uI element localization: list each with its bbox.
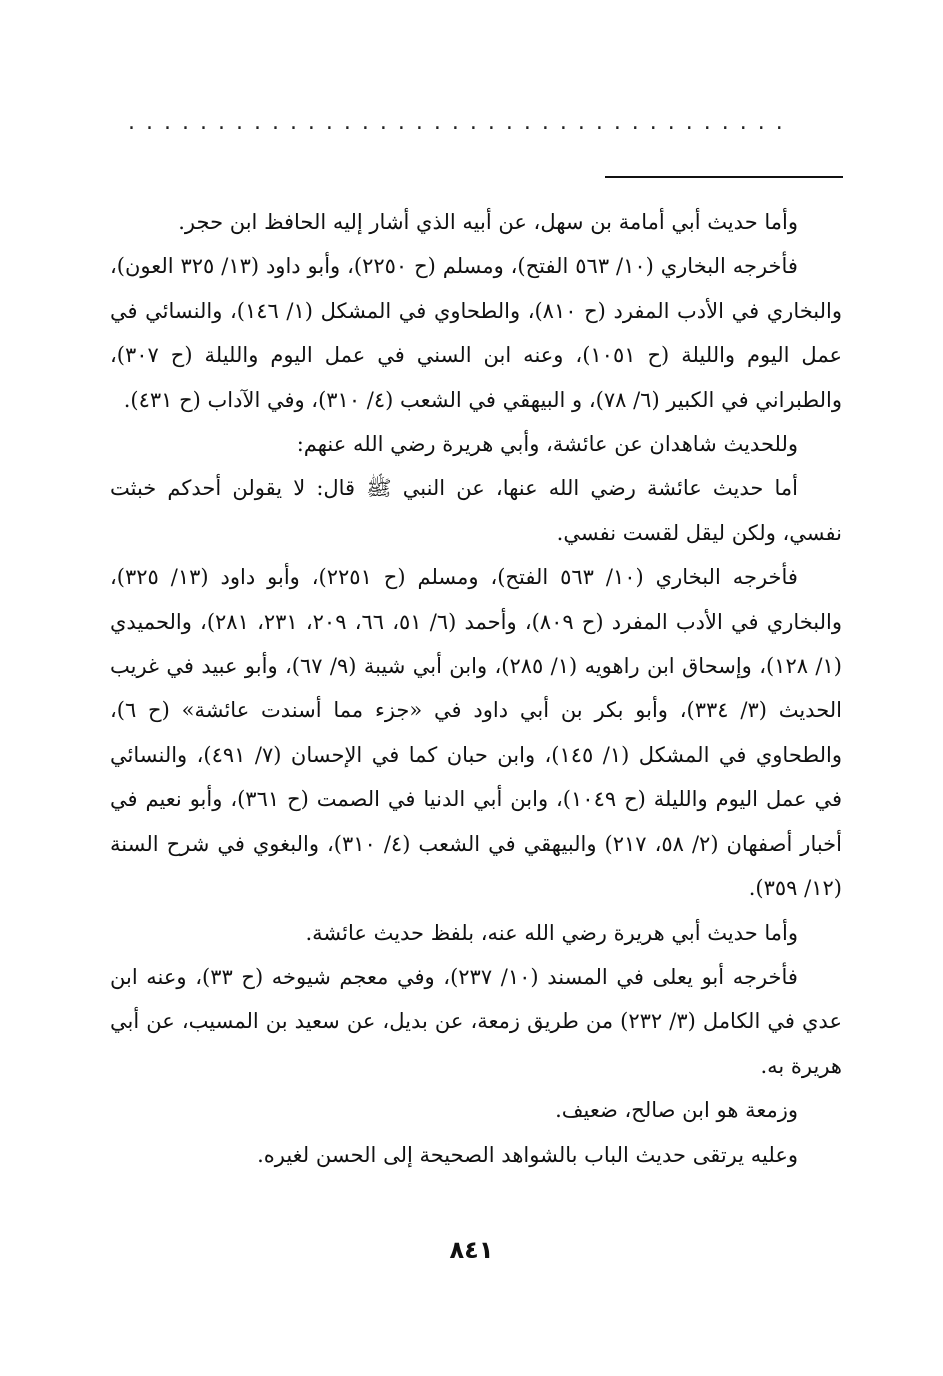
paragraph-3: وللحديث شاهدان عن عائشة، وأبي هريرة رضي الله عنهم:	[296, 432, 798, 457]
paragraph-5: فأخرجه البخاري (١٠/ ٥٦٣ الفتح)، ومسلم (ح ٢٢٥١)، وأبو داود (١٣/ ٣٢٥)، والبخاري في الأدب المفرد (ح ٨٠٩)، وأحمد (٦/ ٥١، ٦٦، ٢٠٩، ٢٣١، ٢٨١)، والحميدي (١/ ١٢٨)، وإسحاق ابن راهويه (١/ ٢٨٥)، وابن أبي شيبة (٩/ ٦٧)، وأبو عبيد في غريب الحديث (٣/ ٣٣٤)، وأبو بكر بن أبي داود في «جزء مما أسندت عائشة» (ح ٦)، والطحاوي في المشكل (١/ ١٤٥)، وابن حبان كما في الإحسان (٧/ ٤٩١)، والنسائي في عمل اليوم والليلة (ح ١٠٤٩)، وابن أبي الدنيا في الصمت (ح ٣٦١)، وأبو نعيم في أخبار أصفهان (٢/ ٥٨، ٢١٧) والبيهقي في الشعب (٤/ ٣١٠)، والبغوي في شرح السنة (١٢/ ٣٥٩).	[110, 565, 843, 901]
header-dotted-line: .....................................	[128, 112, 794, 134]
paragraph-6: وأما حديث أبي هريرة رضي الله عنه، بلفظ حديث عائشة.	[305, 920, 798, 945]
footnote-separator-rule	[605, 176, 843, 178]
paragraph-2: فأخرجه البخاري (١٠/ ٥٦٣ الفتح)، ومسلم (ح ٢٢٥٠)، وأبو داود (١٣/ ٣٢٥ العون)، والبخاري في الأدب المفرد (ح ٨١٠)، والطحاوي في المشكل (١/ ١٤٦)، والنسائي في عمل اليوم والليلة (ح ١٠٥١)، وعنه ابن السني في عمل اليوم والليلة (ح ٣٠٧)، والطبراني في الكبير (٦/ ٧٨)، و البيهقي في الشعب (٤/ ٣١٠)، وفي الآداب (ح ٤٣١).	[110, 254, 842, 412]
page-body	[110, 200, 842, 1177]
paragraph-9: وعليه يرتقى حديث الباب بالشواهد الصحيحة إلى الحسن لغيره.	[257, 1142, 798, 1167]
paragraph-1: وأما حديث أبي أمامة بن سهل، عن أبيه الذي أشار إليه الحافظ ابن حجر.	[178, 210, 798, 234]
paragraph-4: أما حديث عائشة رضي الله عنها، عن النبي ﷺ قال: لا يقولن أحدكم خبثت نفسي، ولكن ليقل لقست نفسي.	[110, 476, 842, 545]
paragraph-7: فأخرجه أبو يعلى في المسند (١٠/ ٢٣٧)، وفي معجم شيوخه (ح ٣٣)، وعنه ابن عدي في الكامل (٣/ ٢٣٢) من طريق زمعة، عن بديل، عن سعيد بن المسيب، عن أبي هريرة به.	[110, 964, 842, 1078]
paragraph-8: وزمعة هو ابن صالح، ضعيف.	[555, 1098, 798, 1123]
page-number: ٨٤١	[449, 1236, 494, 1264]
